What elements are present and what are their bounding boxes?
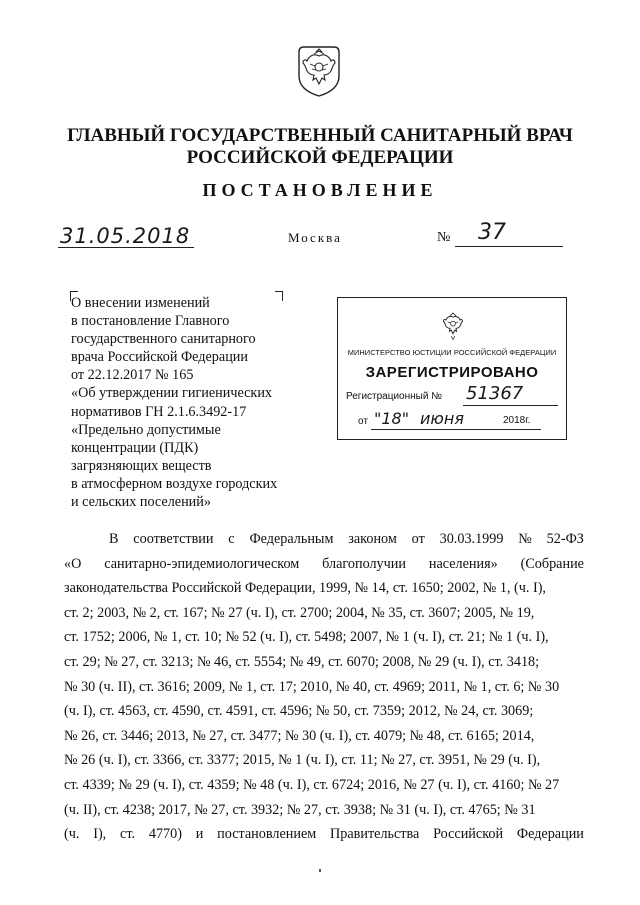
body-line bbox=[64, 798, 584, 823]
body-word: (Собрание bbox=[520, 555, 584, 572]
body-word: с bbox=[228, 531, 235, 547]
body-text-line: ст. 29; № 27, ст. 3213; № 46, ст. 5554; № 49, ст. 6070; 2008, № 29 (ч. I), ст. 3418; bbox=[64, 653, 540, 670]
body-word: ст. bbox=[120, 826, 136, 843]
body-word: санитарно-эпидемиологическом bbox=[104, 555, 300, 572]
body-text-line: (ч. II), ст. 4238; 2017, № 27, ст. 3932; № 27, ст. 3938; № 31 (ч. I), ст. 4765; № 31 bbox=[64, 801, 536, 818]
subject-line: врача Российской Федерации bbox=[71, 349, 248, 366]
body-line bbox=[64, 822, 584, 847]
subject-line: нормативов ГН 2.1.6.3492-17 bbox=[71, 403, 247, 420]
body-line bbox=[64, 675, 584, 700]
stamp-ministry: МИНИСТЕРСТВО ЮСТИЦИИ РОССИЙСКОЙ ФЕДЕРАЦИИ bbox=[347, 348, 557, 357]
body-word: Федерации bbox=[516, 826, 584, 843]
subject-line: в постановление Главного bbox=[71, 313, 230, 330]
authority-title-line2: РОССИЙСКОЙ ФЕДЕРАЦИИ bbox=[186, 147, 454, 168]
body-word: постановлением bbox=[217, 826, 317, 843]
body-word: «О bbox=[64, 555, 82, 572]
russian-coat-of-arms-icon bbox=[296, 44, 342, 98]
stamp-month: июня bbox=[420, 409, 464, 428]
document-type: ПОСТАНОВЛЕНИЕ bbox=[202, 180, 438, 200]
body-word: 30.03.1999 bbox=[439, 531, 504, 547]
body-word: Федеральным bbox=[249, 531, 334, 547]
subject-line: от 22.12.2017 № 165 bbox=[71, 367, 194, 384]
subject-line: государственного санитарного bbox=[71, 331, 256, 348]
body-text-line: ст. 2; 2003, № 2, ст. 167; № 27 (ч. I), ст. 2700; 2004, № 35, ст. 3607; 2005, № 19, bbox=[64, 604, 535, 621]
subject-line: «Предельно допустимые bbox=[71, 421, 221, 438]
body-line bbox=[64, 650, 584, 675]
body-line bbox=[64, 601, 584, 626]
body-word: 52-ФЗ bbox=[546, 531, 584, 547]
subject-line: в атмосферном воздухе городских bbox=[71, 475, 278, 492]
body-line bbox=[64, 748, 584, 773]
body-word: I), bbox=[93, 826, 107, 843]
body-word: законом bbox=[348, 531, 397, 547]
body-text-line: № 26, ст. 3446; 2013, № 27, ст. 3477; № 30 (ч. I), ст. 4079; № 48, ст. 6165; 2014, bbox=[64, 727, 535, 744]
body-text-line: № 26 (ч. I), ст. 3366, ст. 3377; 2015, № 1 (ч. I), ст. 11; № 27, ст. 3951, № 29 (ч. I), bbox=[64, 752, 541, 769]
body-word: В bbox=[109, 531, 119, 547]
date-underline bbox=[58, 247, 194, 248]
body-text-line: ст. 4339; № 29 (ч. I), ст. 4359; № 48 (ч. I), ст. 6724; 2016, № 27 (ч. I), ст. 4160; № 27 bbox=[64, 776, 560, 793]
body-line bbox=[64, 699, 584, 724]
stamp-date-underline bbox=[371, 429, 541, 430]
body-word: Российской bbox=[433, 826, 504, 843]
body-word: и bbox=[195, 826, 204, 843]
stamp-regnum-label: Регистрационный № bbox=[346, 391, 442, 402]
document-number-label: № bbox=[437, 230, 451, 245]
subject-line: загрязняющих веществ bbox=[71, 457, 212, 474]
body-word: населения» bbox=[428, 555, 498, 572]
body-word: Правительства bbox=[330, 826, 420, 843]
stamp-day: "18" bbox=[374, 409, 410, 428]
number-underline bbox=[455, 246, 563, 247]
authority-title-line1: ГЛАВНЫЙ ГОСУДАРСТВЕННЫЙ САНИТАРНЫЙ ВРАЧ bbox=[67, 125, 573, 146]
body-line bbox=[64, 724, 584, 749]
document-number: 37 bbox=[478, 220, 506, 245]
body-word: благополучии bbox=[322, 555, 406, 572]
stamp-year: 2018г. bbox=[503, 415, 531, 426]
document-city: Москва bbox=[288, 230, 342, 245]
body-word: 4770) bbox=[148, 826, 182, 843]
registration-stamp bbox=[337, 297, 567, 440]
stamp-coat-of-arms-icon bbox=[439, 310, 467, 342]
body-text-line: № 30 (ч. II), ст. 3616; 2009, № 1, ст. 17; 2010, № 40, ст. 4969; 2011, № 1, ст. 6; № 30 bbox=[64, 678, 560, 695]
scan-speck bbox=[319, 869, 321, 872]
body-word: соответствии bbox=[133, 531, 214, 547]
subject-line: «Об утверждении гигиенических bbox=[71, 385, 273, 402]
body-line bbox=[64, 773, 584, 798]
stamp-regnum-underline bbox=[463, 405, 558, 406]
body-line bbox=[64, 552, 584, 577]
subject-line: концентрации (ПДК) bbox=[71, 439, 199, 456]
body-text-line: (ч. I), ст. 4563, ст. 4590, ст. 4591, ст. 4596; № 50, ст. 7359; 2012, № 24, ст. 3069; bbox=[64, 703, 534, 720]
stamp-regnum-value: 51367 bbox=[466, 383, 524, 404]
document-body bbox=[64, 527, 584, 847]
subject-line: и сельских поселений» bbox=[71, 494, 211, 511]
body-text-line: ст. 1752; 2006, № 1, ст. 10; № 52 (ч. I), ст. 5498; 2007, № 1 (ч. I), ст. 21; № 1 (ч. I), bbox=[64, 629, 549, 646]
subject-line: О внесении изменений bbox=[71, 295, 210, 311]
body-line bbox=[64, 527, 584, 552]
body-word: (ч. bbox=[64, 826, 80, 843]
body-text-line: законодательства Российской Федерации, 1999, № 14, ст. 1650; 2002, № 1, (ч. I), bbox=[64, 580, 546, 597]
body-line bbox=[64, 576, 584, 601]
stamp-date-prefix: от bbox=[358, 416, 368, 427]
document-subject bbox=[71, 294, 311, 511]
body-word: № bbox=[518, 531, 532, 547]
body-word: от bbox=[411, 531, 425, 547]
document-date: 31.05.2018 bbox=[60, 224, 191, 248]
body-line bbox=[64, 625, 584, 650]
stamp-registered: ЗАРЕГИСТРИРОВАНО bbox=[365, 364, 539, 381]
